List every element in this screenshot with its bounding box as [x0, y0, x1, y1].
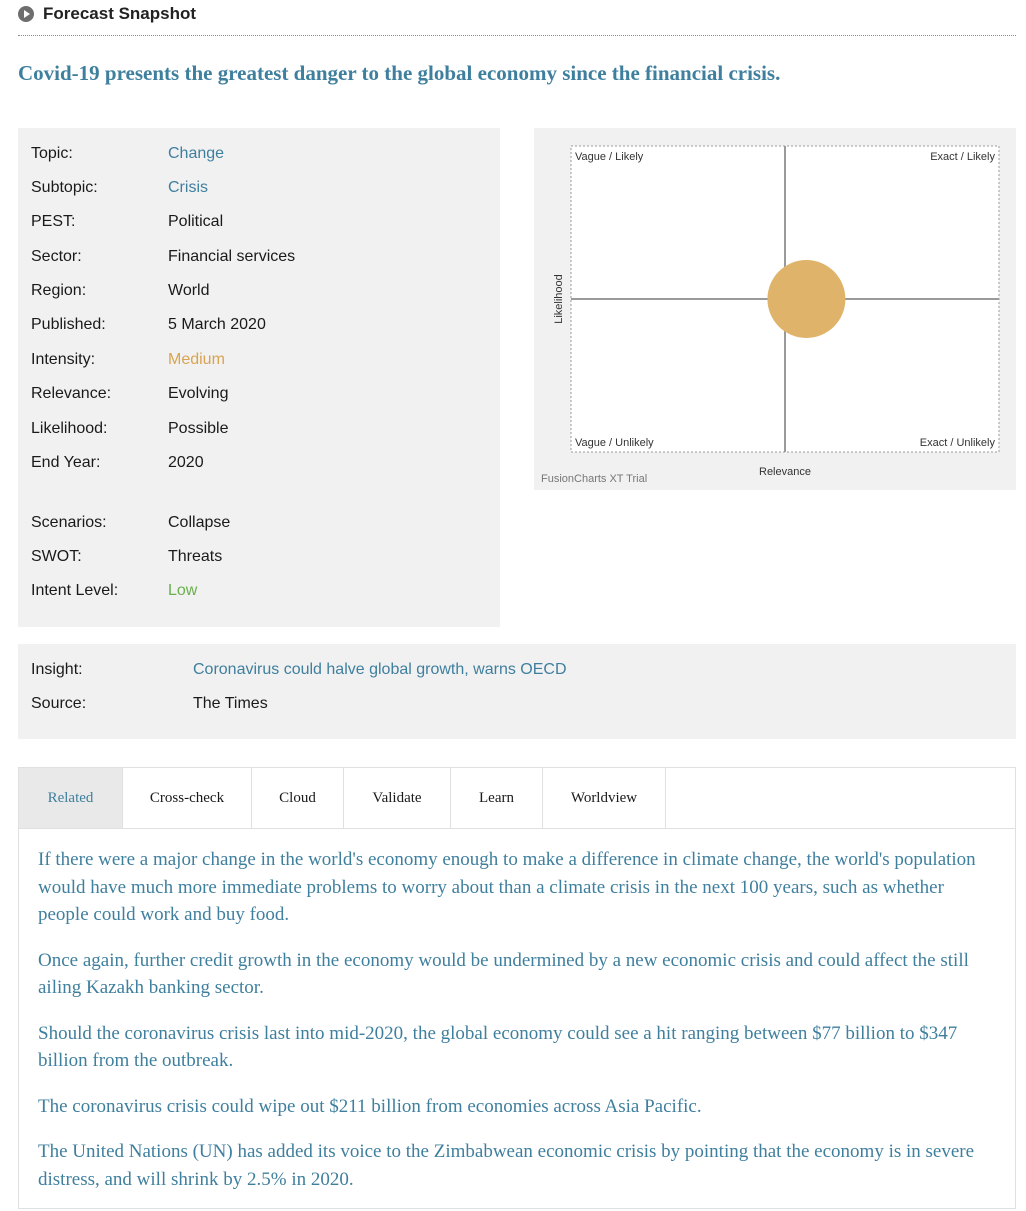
tab-validate[interactable]: Validate — [344, 768, 451, 828]
tab-learn[interactable]: Learn — [451, 768, 543, 828]
x-axis-label: Relevance — [759, 466, 811, 478]
info-row-intent-level — [31, 579, 197, 603]
quadrant-label-bottom-left: Vague / Unlikely — [575, 437, 654, 449]
end-year-value: 2020 — [168, 454, 204, 471]
info-row-pest — [31, 210, 223, 234]
likelihood-label: Likelihood: — [31, 420, 108, 437]
intent-level-value: Low — [168, 582, 198, 599]
related-paragraph[interactable]: If there were a major change in the world's economy enough to make a difference in climate change, the world's population would have much more immediate problems to worry about than a climate crisis in the next 100 years, such as whether people could work and buy food. — [38, 849, 976, 925]
swot-label: SWOT: — [31, 548, 82, 565]
related-paragraph[interactable]: The coronavirus crisis could wipe out $211 billion from economies across Asia Pacific. — [38, 1095, 702, 1117]
intensity-value: Medium — [168, 351, 225, 368]
swot-value: Threats — [168, 548, 223, 565]
tab-bar — [19, 768, 1015, 829]
insight-label: Insight: — [31, 661, 83, 678]
end-year-label: End Year: — [31, 454, 101, 471]
quadrant-label-top-right: Exact / Likely — [930, 151, 995, 163]
published-value: 5 March 2020 — [168, 316, 266, 333]
info-row-sector — [31, 245, 295, 269]
related-paragraphs — [38, 846, 998, 1211]
info-row-subtopic — [31, 176, 208, 200]
forecast-headline: Covid-19 presents the greatest danger to the global economy since the financial crisis. — [18, 61, 781, 85]
quadrant-chart — [534, 128, 1016, 490]
scenarios-label: Scenarios: — [31, 514, 107, 531]
relevance-label: Relevance: — [31, 385, 112, 402]
topic-label: Topic: — [31, 145, 73, 162]
subtopic-link[interactable]: Crisis — [168, 179, 208, 196]
insight-row — [31, 658, 567, 682]
info-row-published — [31, 313, 266, 337]
quadrant-chart-panel — [534, 128, 1016, 490]
tab-cross-check[interactable]: Cross-check — [123, 768, 252, 828]
insight-panel — [18, 644, 1016, 739]
data-points — [767, 260, 845, 338]
tab-cloud[interactable]: Cloud — [252, 768, 344, 828]
insight-link[interactable]: Coronavirus could halve global growth, warns OECD — [193, 661, 567, 678]
quadrant-label-bottom-right: Exact / Unlikely — [919, 437, 995, 449]
sector-label: Sector: — [31, 248, 82, 265]
snapshot-header[interactable] — [18, 2, 196, 26]
source-value: The Times — [193, 695, 268, 712]
topic-link[interactable]: Change — [168, 145, 225, 162]
region-value: World — [168, 282, 210, 299]
y-axis-label: Likelihood — [553, 274, 565, 324]
source-row — [31, 692, 268, 716]
forecast-info-panel — [18, 128, 500, 627]
info-row-likelihood — [31, 417, 228, 441]
info-row-region — [31, 279, 210, 303]
related-paragraph[interactable]: Once again, further credit growth in the economy would be undermined by a new economic crisis and could affect the still ailing Kazakh banking sector. — [38, 949, 969, 998]
relevance-value: Evolving — [168, 385, 229, 402]
related-paragraph[interactable]: The United Nations (UN) has added its voice to the Zimbabwean economic crisis by pointing that the economy is in severe distress, and will shrink by 2.5% in 2020. — [38, 1141, 975, 1190]
related-paragraph[interactable]: Should the coronavirus crisis last into mid-2020, the global economy could see a hit ranging between $77 billion to $347 billion from the outbreak. — [38, 1022, 958, 1071]
sector-value: Financial services — [168, 248, 296, 265]
intent-level-label: Intent Level: — [31, 582, 119, 599]
dotted-divider — [18, 35, 1016, 36]
intensity-label: Intensity: — [31, 351, 96, 368]
subtopic-label: Subtopic: — [31, 179, 98, 196]
related-tabs-box — [18, 767, 1016, 1209]
data-point-bubble[interactable] — [767, 260, 845, 338]
source-label: Source: — [31, 695, 87, 712]
published-label: Published: — [31, 316, 106, 333]
region-label: Region: — [31, 282, 87, 299]
info-row-topic — [31, 142, 224, 166]
pest-value: Political — [168, 213, 224, 230]
chart-watermark: FusionCharts XT Trial — [541, 473, 648, 485]
info-row-scenarios — [31, 511, 230, 535]
info-row-relevance — [31, 382, 228, 406]
pest-label: PEST: — [31, 213, 76, 230]
info-row-swot — [31, 545, 222, 569]
quadrant-label-top-left: Vague / Likely — [575, 151, 644, 163]
scenarios-value: Collapse — [168, 514, 231, 531]
likelihood-value: Possible — [168, 420, 229, 437]
tab-related[interactable]: Related — [19, 768, 123, 828]
snapshot-title: Forecast Snapshot — [43, 4, 197, 23]
info-row-end-year — [31, 451, 204, 475]
tab-worldview[interactable]: Worldview — [543, 768, 666, 828]
info-row-intensity — [31, 348, 225, 372]
play-circle-icon[interactable] — [18, 6, 34, 22]
